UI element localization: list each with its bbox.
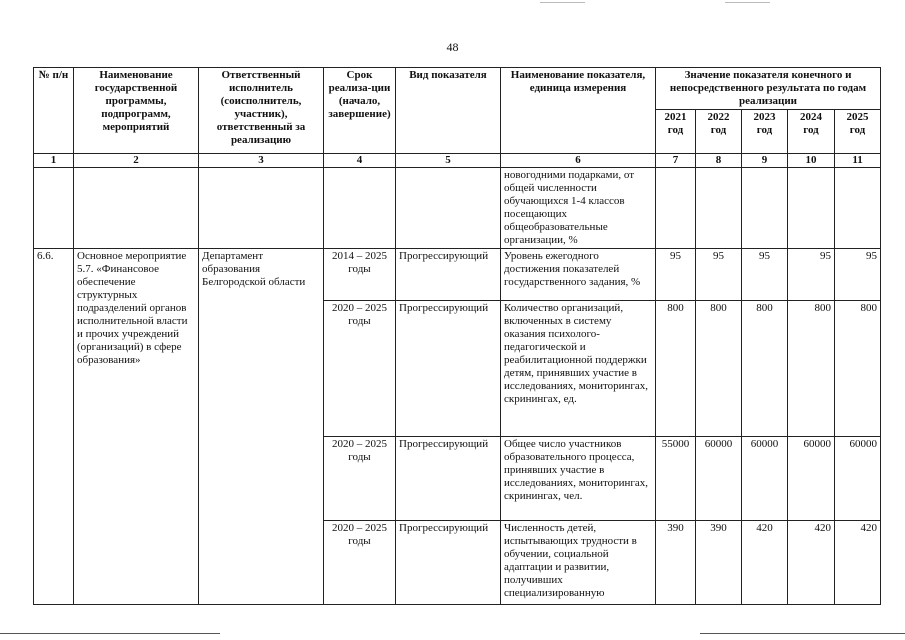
kind-cell: Прогрессирующий (396, 521, 501, 605)
indicator-name: Количество организаций, включенных в систему оказания психолого-педагогической и реабилитационной поддержки детям, принявших участие в исследованиях, мониторингах, скринингах, ед. (501, 301, 656, 437)
header-name: Наименование государственной программы, подпрограмм, мероприятий (74, 68, 199, 154)
column-number: 10 (788, 154, 835, 168)
table-cell (696, 168, 742, 249)
value-cell: 60000 (742, 437, 788, 521)
value-cell: 800 (656, 301, 696, 437)
column-number: 11 (835, 154, 881, 168)
header-year: 2025 год (835, 110, 881, 154)
header-executor: Ответственный исполнитель (соисполнитель, участник), ответственный за реализацию (199, 68, 324, 154)
period-cell: 2020 – 2025 годы (324, 437, 396, 521)
value-cell: 95 (788, 249, 835, 301)
value-cell: 800 (788, 301, 835, 437)
column-number: 8 (696, 154, 742, 168)
value-cell: 800 (835, 301, 881, 437)
header-year: 2024 год (788, 110, 835, 154)
table-cell (742, 168, 788, 249)
value-cell: 60000 (696, 437, 742, 521)
value-cell: 800 (742, 301, 788, 437)
period-cell: 2020 – 2025 годы (324, 301, 396, 437)
column-number-row (34, 154, 881, 168)
page-edge (700, 633, 905, 634)
item-name: Основное мероприятие 5.7. «Финансовое обеспечение структурных подразделений органов исполнительной власти и прочих учреждений (организаций) в сфере образования» (74, 249, 199, 605)
item-number: 6.6. (34, 249, 74, 605)
page-edge (0, 633, 220, 634)
header-num: № п/н (34, 68, 74, 154)
indicator-name: Уровень ежегодного достижения показателей государственного задания, % (501, 249, 656, 301)
header-year: 2022 год (696, 110, 742, 154)
indicator-name: Общее число участников образовательного процесса, принявших участие в исследованиях, мониторингах, скринингах, чел. (501, 437, 656, 521)
table-cell (835, 168, 881, 249)
item-executor: Департамент образования Белгородской области (199, 249, 324, 605)
header-row (34, 68, 881, 110)
value-cell: 55000 (656, 437, 696, 521)
header-year: 2023 год (742, 110, 788, 154)
table-row (34, 249, 881, 301)
column-number: 1 (34, 154, 74, 168)
table-cell (199, 168, 324, 249)
table-cell (74, 168, 199, 249)
column-number: 9 (742, 154, 788, 168)
header-indicator: Наименование показателя, единица измерения (501, 68, 656, 154)
indicator-name: Численность детей, испытывающих трудности в обучении, социальной адаптации и развитии, получивших специализированную (501, 521, 656, 605)
value-cell: 95 (696, 249, 742, 301)
table-cell (324, 168, 396, 249)
indicator-table (33, 67, 881, 605)
period-cell: 2014 – 2025 годы (324, 249, 396, 301)
kind-cell: Прогрессирующий (396, 437, 501, 521)
continuation-row (34, 168, 881, 249)
value-cell: 60000 (788, 437, 835, 521)
header-values-group: Значение показателя конечного и непосредственного результата по годам реализации (656, 68, 881, 110)
page-number: 48 (446, 40, 459, 54)
column-number: 5 (396, 154, 501, 168)
column-number: 6 (501, 154, 656, 168)
kind-cell: Прогрессирующий (396, 249, 501, 301)
column-number: 4 (324, 154, 396, 168)
kind-cell: Прогрессирующий (396, 301, 501, 437)
header-period: Срок реализа-ции (начало, завершение) (324, 68, 396, 154)
period-cell: 2020 – 2025 годы (324, 521, 396, 605)
column-number: 2 (74, 154, 199, 168)
value-cell: 60000 (835, 437, 881, 521)
table-cell (34, 168, 74, 249)
value-cell: 95 (656, 249, 696, 301)
value-cell: 95 (742, 249, 788, 301)
value-cell: 420 (742, 521, 788, 605)
value-cell: 390 (656, 521, 696, 605)
header-kind: Вид показателя (396, 68, 501, 154)
scan-artifact (540, 2, 585, 3)
value-cell: 800 (696, 301, 742, 437)
indicator-name: новогодними подарками, от общей численности обучающихся 1-4 классов посещающих общеобразовательные организации, % (501, 168, 656, 249)
table-cell (788, 168, 835, 249)
table-cell (656, 168, 696, 249)
value-cell: 420 (835, 521, 881, 605)
column-number: 7 (656, 154, 696, 168)
value-cell: 420 (788, 521, 835, 605)
value-cell: 95 (835, 249, 881, 301)
column-number: 3 (199, 154, 324, 168)
value-cell: 390 (696, 521, 742, 605)
table-cell (396, 168, 501, 249)
header-year: 2021 год (656, 110, 696, 154)
scan-artifact (725, 2, 770, 3)
